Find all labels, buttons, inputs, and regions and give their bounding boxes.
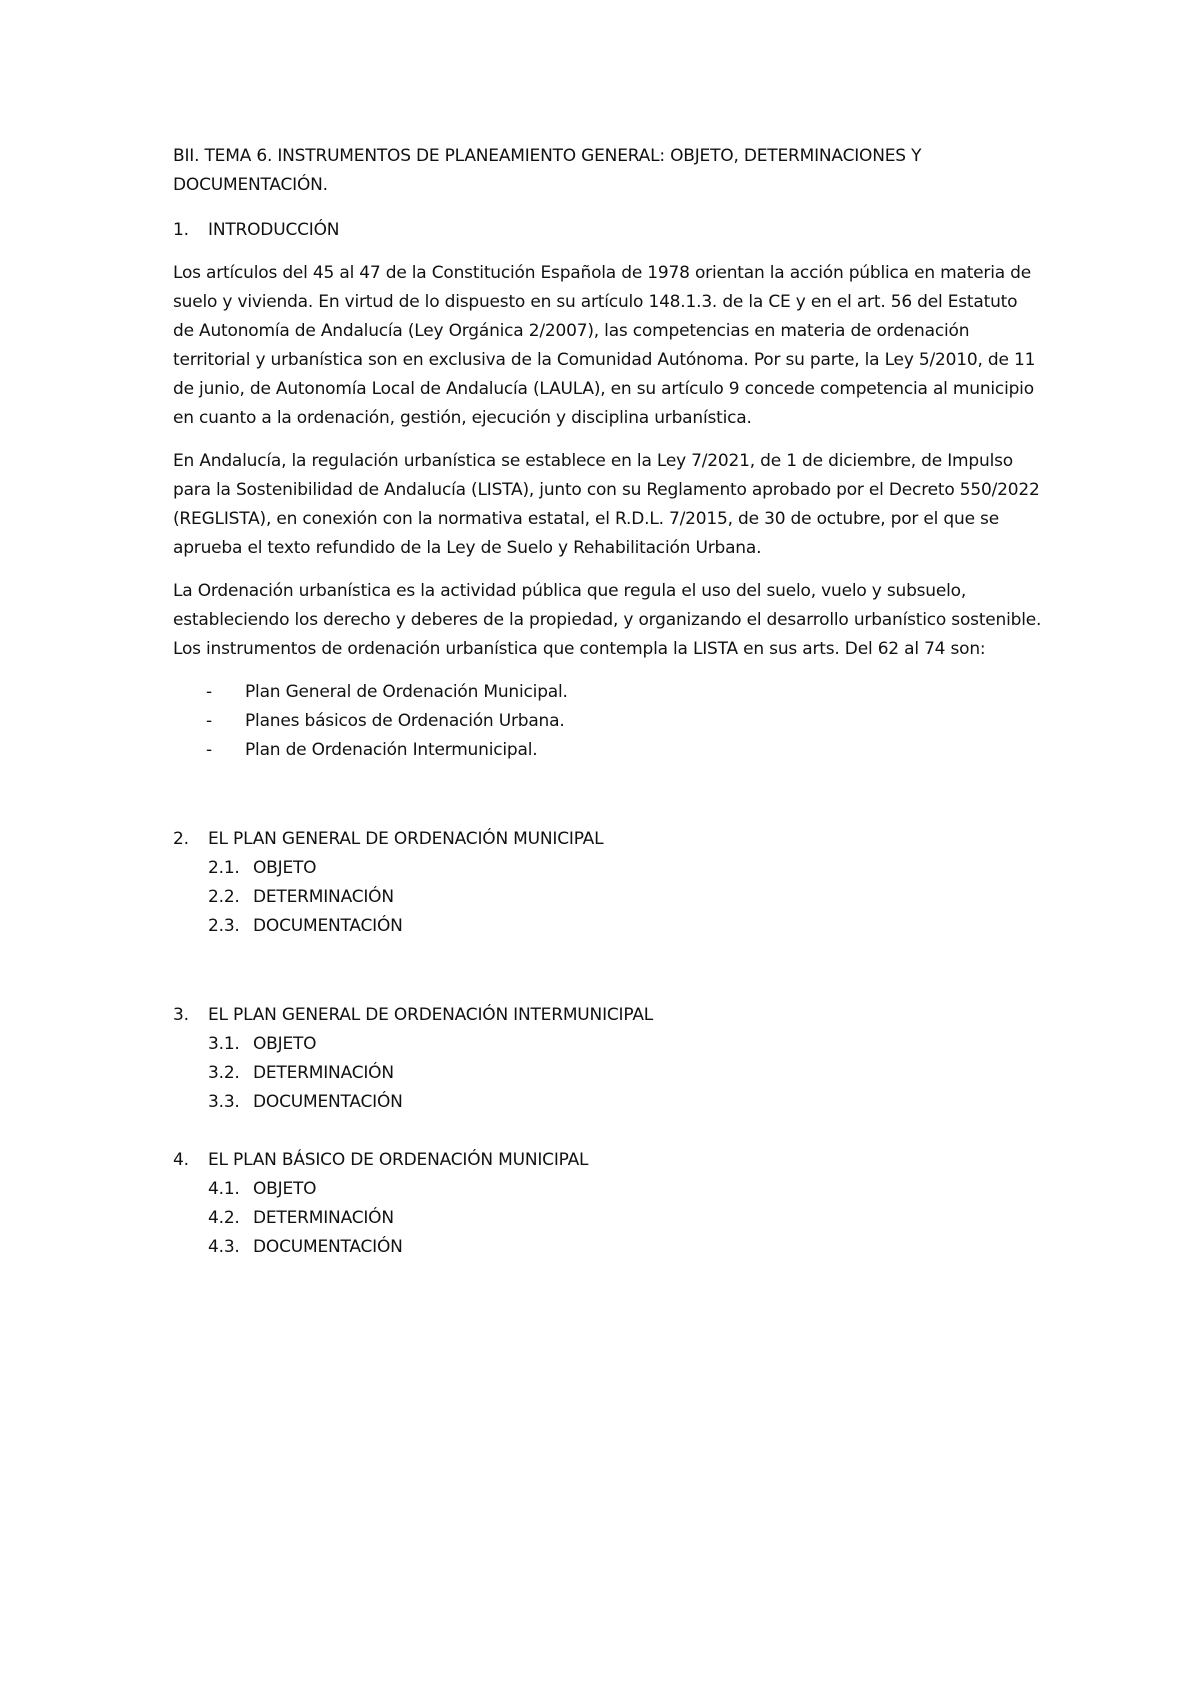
section-number: 4. [173, 1150, 189, 1170]
subsection-number: 3.3. [208, 1092, 240, 1112]
list-item [173, 707, 1043, 736]
subsection-item [173, 912, 1043, 941]
subsection-label: DETERMINACIÓN [253, 1063, 394, 1083]
subsection-label: OBJETO [253, 858, 317, 878]
subsection-item [173, 1059, 1043, 1088]
list-item-text: Plan de Ordenación Intermunicipal. [245, 740, 538, 760]
section-title: EL PLAN BÁSICO DE ORDENACIÓN MUNICIPAL [208, 1150, 589, 1170]
intro-paragraph: Los artículos del 45 al 47 de la Constitución Española de 1978 orientan la acción pública en materia de suelo y vivienda. En virtud de lo dispuesto en su artículo 148.1.3. de la CE y en el art. 56 del Estatuto de Autonomía de Andalucía (Ley Orgánica 2/2007), las competencias en materia de ordenación territorial y urbanística son en exclusiva de la Comunidad Autónoma. Por su parte, la Ley 5/2010, de 11 de junio, de Autonomía Local de Andalucía (LAULA), en su artículo 9 concede competencia al municipio en cuanto a la ordenación, gestión, ejecución y disciplina urbanística. [173, 263, 1036, 428]
list-dash: - [206, 682, 212, 702]
subsection-item [173, 854, 1043, 883]
section-number: 3. [173, 1005, 189, 1025]
section-title: INTRODUCCIÓN [208, 220, 340, 240]
subsection-label: DOCUMENTACIÓN [253, 916, 403, 936]
subsection-number: 2.1. [208, 858, 240, 878]
subsection-number: 4.2. [208, 1208, 240, 1228]
subsection-number: 3.2. [208, 1063, 240, 1083]
list-item-text: Plan General de Ordenación Municipal. [245, 682, 568, 702]
list-dash: - [206, 740, 212, 760]
instruments-list [173, 678, 1043, 765]
subsection-item [173, 883, 1043, 912]
intro-paragraph: En Andalucía, la regulación urbanística se establece en la Ley 7/2021, de 1 de diciembre, de Impulso para la Sostenibilidad de Andalucía (LISTA), junto con su Reglamento aprobado por el Decreto 550/2022 (REGLISTA), en conexión con la normativa estatal, el R.D.L. 7/2015, de 30 de octubre, por el que se aprueba el texto refundido de la Ley de Suelo y Rehabilitación Urbana. [173, 451, 1040, 558]
section-3-heading [173, 1001, 1043, 1030]
intro-paragraph: La Ordenación urbanística es la actividad pública que regula el uso del suelo, vuelo y subsuelo, estableciendo los derecho y deberes de la propiedad, y organizando el desarrollo urbanístico sostenible. Los instrumentos de ordenación urbanística que contempla la LISTA en sus arts. Del 62 al 74 son: [173, 581, 1042, 659]
subsection-label: OBJETO [253, 1179, 317, 1199]
list-item [173, 678, 1043, 707]
subsection-label: DETERMINACIÓN [253, 887, 394, 907]
subsection-item [173, 1204, 1043, 1233]
subsection-item [173, 1030, 1043, 1059]
subsection-number: 2.3. [208, 916, 240, 936]
subsection-number: 2.2. [208, 887, 240, 907]
subsection-item [173, 1088, 1043, 1117]
subsection-item [173, 1175, 1043, 1204]
list-item-text: Planes básicos de Ordenación Urbana. [245, 711, 565, 731]
subsection-number: 4.3. [208, 1237, 240, 1257]
subsection-label: DOCUMENTACIÓN [253, 1237, 403, 1257]
section-number: 2. [173, 829, 189, 849]
list-item [173, 736, 1043, 765]
section-2-heading [173, 825, 1043, 854]
section-title: EL PLAN GENERAL DE ORDENACIÓN INTERMUNICIPAL [208, 1005, 654, 1025]
subsection-label: DETERMINACIÓN [253, 1208, 394, 1228]
section-number: 1. [173, 220, 189, 240]
section-4-heading [173, 1146, 1043, 1175]
subsection-number: 3.1. [208, 1034, 240, 1054]
document-body [173, 142, 1043, 1262]
section-title: EL PLAN GENERAL DE ORDENACIÓN MUNICIPAL [208, 829, 604, 849]
subsection-label: DOCUMENTACIÓN [253, 1092, 403, 1112]
subsection-item [173, 1233, 1043, 1262]
subsection-number: 4.1. [208, 1179, 240, 1199]
list-dash: - [206, 711, 212, 731]
subsection-label: OBJETO [253, 1034, 317, 1054]
document-title: BII. TEMA 6. INSTRUMENTOS DE PLANEAMIENTO GENERAL: OBJETO, DETERMINACIONES Y DOCUMENTACIÓN. [173, 146, 922, 195]
section-introduction-heading [173, 216, 1043, 245]
